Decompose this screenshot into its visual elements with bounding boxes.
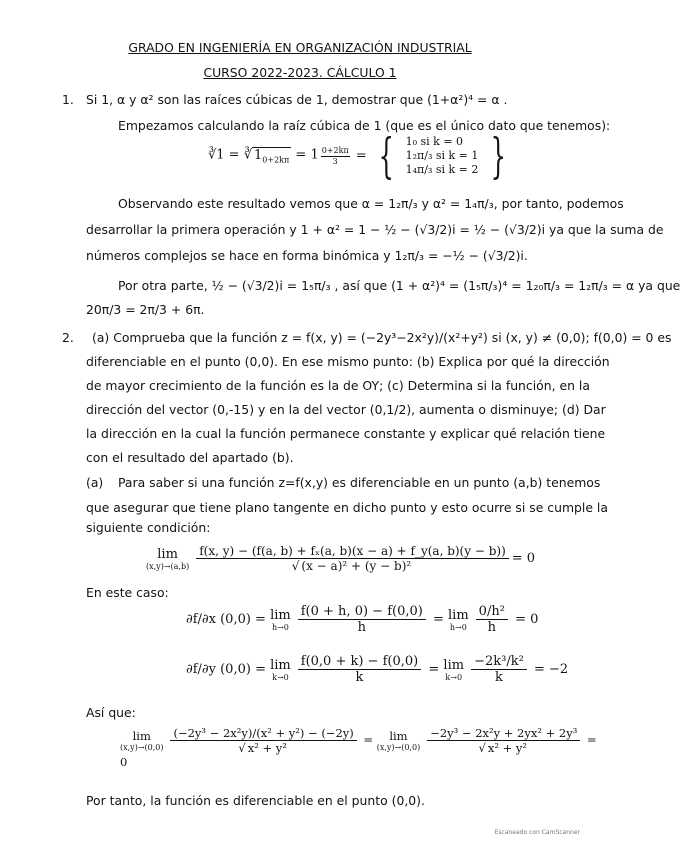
right-brace: }: [490, 128, 506, 184]
en-este-caso: En este caso:: [86, 585, 169, 600]
problem1-paragraph2-line3: números complejos se hace en forma binómica y 1₂π/₃ = −½ − (√3/2)i.: [86, 248, 528, 263]
part-a-line2: que asegurar que tiene plano tangente en dicho punto y esto ocurre si se cumple la: [86, 500, 608, 515]
problem1-statement: Si 1, α y α² son las raíces cúbicas de 1, demostrar que (1+α²)⁴ = α .: [86, 92, 508, 107]
document-title: GRADO EN INGENIERÍA EN ORGANIZACIÓN INDUSTRIAL: [128, 40, 472, 55]
asi-que: Así que:: [86, 705, 136, 720]
cube-root-equation: ∛1 = ∛ $1_{0+2k\pi} = 1$ $\frac{0+2k\pi}{3}$ = { 1₀ si k = 0 1₂π/₃ si k = 1 1₄π/₃ si k = 2 }: [208, 128, 506, 184]
part-a-line1: Para saber si una función z=f(x,y) es diferenciable en un punto (a,b) tenemos: [118, 475, 601, 490]
limit-equation: lim (x,y)→(0,0) $\frac{\text{(−2y³ − 2x²y)/(x² + y²) − (−2y)}}{\text{√ x² + y²}}$ = lim (x,y)→(0,0) $\frac{\text{−2y³ − 2x²y + 2yx² + 2y³}}{\text{√ x² + y²}}$ = 0: [120, 726, 597, 769]
part-a-line3: siguiente condición:: [86, 520, 211, 535]
problem2-line4: dirección del vector (0,-15) y en la del vector (0,1/2), aumenta o disminuye; (d) Dar: [86, 402, 606, 417]
problem2-number: 2.: [62, 330, 74, 345]
problem2-line5: la dirección en la cual la función permanece constante y explicar qué relación tiene: [86, 426, 606, 441]
problem1-paragraph3-line2: 20π/3 = 2π/3 + 6π.: [86, 302, 205, 317]
conclusion: Por tanto, la función es diferenciable en el punto (0,0).: [86, 793, 425, 808]
scanner-watermark: Escaneado con CamScanner: [494, 829, 580, 836]
course-title: CURSO 2022-2023. CÁLCULO 1: [203, 65, 397, 80]
problem2-line3: de mayor crecimiento de la función es la de OY; (c) Determina si la función, en la: [86, 378, 590, 393]
partial-x-equation: ∂f/∂x (0,0) = lim h→0 $\frac{f(0 + h, 0) - f(0,0)}{h}$ = lim h→0 $\frac{\text{0/h²}}{h}$ = 0: [186, 604, 539, 635]
problem2-line6: con el resultado del apartado (b).: [86, 450, 294, 465]
case-k2: 1₄π/₃ si k = 2: [405, 163, 479, 176]
case-k0: 1₀ si k = 0: [405, 135, 464, 148]
problem1-paragraph1: Empezamos calculando la raíz cúbica de 1 (que es el único dato que tenemos):: [118, 118, 611, 133]
partial-y-equation: ∂f/∂y (0,0) = lim k→0 $\frac{f(0,0 + k) - f(0,0)}{k}$ = lim k→0 $\frac{\text{−2k³/k²}}{k}$ = −2: [186, 654, 569, 685]
problem1-number: 1.: [62, 92, 74, 107]
problem2-line1: (a) Comprueba que la función z = f(x, y) = (−2y³−2x²y)/(x²+y²) si (x, y) ≠ (0,0); f(0,0) = 0 es: [92, 330, 672, 345]
left-brace: {: [378, 128, 394, 184]
differentiability-condition: lim (x,y)→(a,b) $\frac{\text{f(x, y) − (f(a, b) + fₓ(a, b)(x − a) + f\_y(a, b)(y − b))}}{\text{√ (x − a)² + (y − b)²}}$ = 0: [146, 544, 536, 573]
problem1-paragraph2-line1: Observando este resultado vemos que α = 1₂π/₃ y α² = 1₄π/₃, por tanto, podemos: [118, 196, 624, 211]
problem1-paragraph2-line2: desarrollar la primera operación y 1 + α² = 1 − ½ − (√3/2)i = ½ − (√3/2)i ya que la suma de: [86, 222, 664, 237]
problem1-paragraph3-line1: Por otra parte, ½ − (√3/2)i = 1₅π/₃ , así que (1 + α²)⁴ = (1₅π/₃)⁴ = 1₂₀π/₃ = 1₂π/₃ = α ya que: [118, 278, 680, 293]
case-k1: 1₂π/₃ si k = 1: [405, 149, 479, 162]
part-a-label: (a): [86, 475, 104, 490]
problem2-line2: diferenciable en el punto (0,0). En ese mismo punto: (b) Explica por qué la dirección: [86, 354, 610, 369]
